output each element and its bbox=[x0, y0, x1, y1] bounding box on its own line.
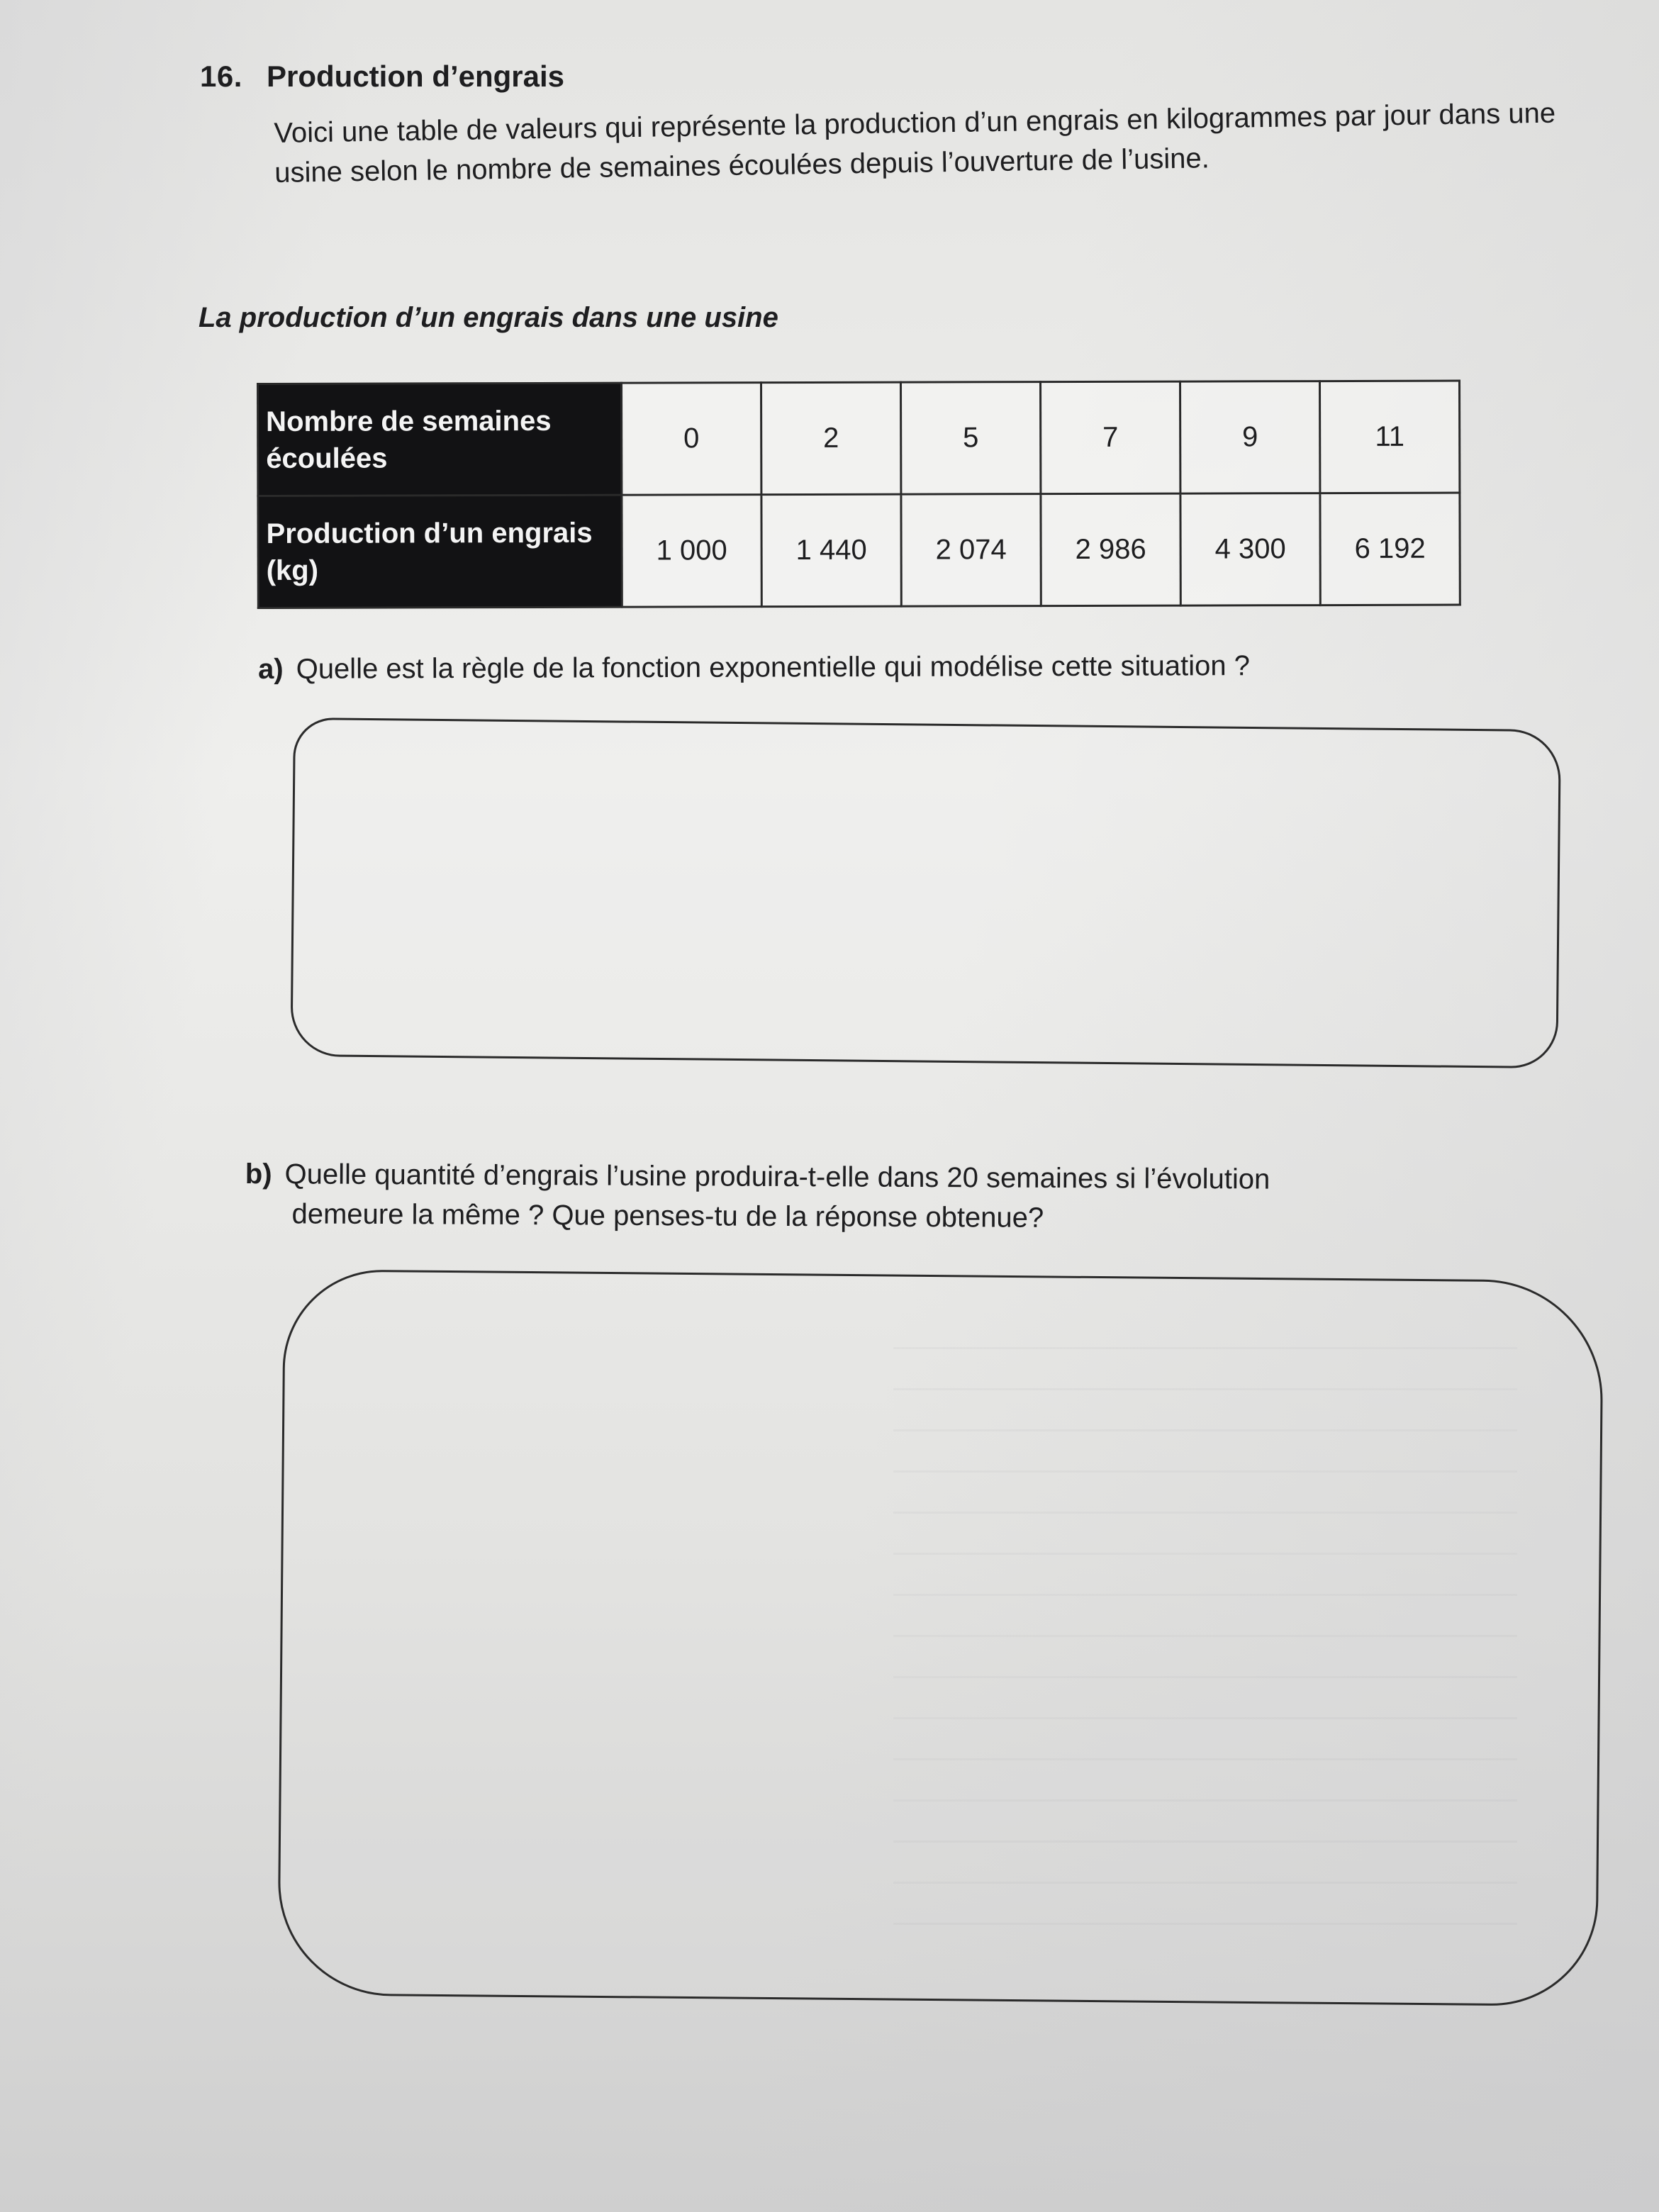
table-title: La production d’un engrais dans une usine bbox=[199, 302, 778, 333]
table-cell: 0 bbox=[622, 383, 761, 496]
part-b-text-line2: demeure la même ? Que penses-tu de la réponse obtenue? bbox=[291, 1198, 1044, 1234]
part-b-text-line1: Quelle quantité d’engrais l’usine produira-t-elle dans 20 semaines si l’évolution bbox=[284, 1158, 1270, 1195]
answer-box-a[interactable] bbox=[290, 717, 1561, 1068]
part-a-text: Quelle est la règle de la fonction exponentielle qui modélise cette situation ? bbox=[296, 650, 1251, 685]
part-a-letter: a) bbox=[258, 653, 284, 685]
table-row-weeks bbox=[258, 381, 1460, 496]
table-cell: 1 000 bbox=[622, 495, 761, 608]
row-header-production: Production d’un engrais (kg) bbox=[258, 495, 622, 608]
table-cell: 11 bbox=[1319, 381, 1459, 493]
table-row-production bbox=[258, 493, 1460, 608]
answer-box-b[interactable] bbox=[277, 1269, 1604, 2006]
part-b-question bbox=[245, 1154, 1521, 1240]
question-number: 16. bbox=[200, 60, 242, 93]
row-header-weeks: Nombre de semaines écoulées bbox=[258, 383, 622, 496]
values-table bbox=[257, 380, 1461, 609]
question-title: Production d’engrais bbox=[267, 60, 565, 93]
part-a-question bbox=[258, 650, 1250, 686]
table-cell: 7 bbox=[1041, 381, 1180, 494]
table-cell: 5 bbox=[901, 382, 1041, 495]
table-cell: 2 074 bbox=[901, 494, 1041, 607]
table-cell: 2 bbox=[761, 382, 901, 495]
table-cell: 2 986 bbox=[1041, 493, 1180, 606]
table-cell: 1 440 bbox=[761, 494, 901, 607]
table-cell: 4 300 bbox=[1180, 493, 1320, 606]
table-cell: 9 bbox=[1180, 381, 1319, 494]
table-cell: 6 192 bbox=[1320, 493, 1460, 605]
question-intro: Voici une table de valeurs qui représente la production d’un engrais en kilogrammes par jour dans une usine selon le nombre de semaines écoulées depuis l’ouverture de l’usine. bbox=[274, 97, 1556, 189]
part-b-letter: b) bbox=[245, 1158, 272, 1190]
